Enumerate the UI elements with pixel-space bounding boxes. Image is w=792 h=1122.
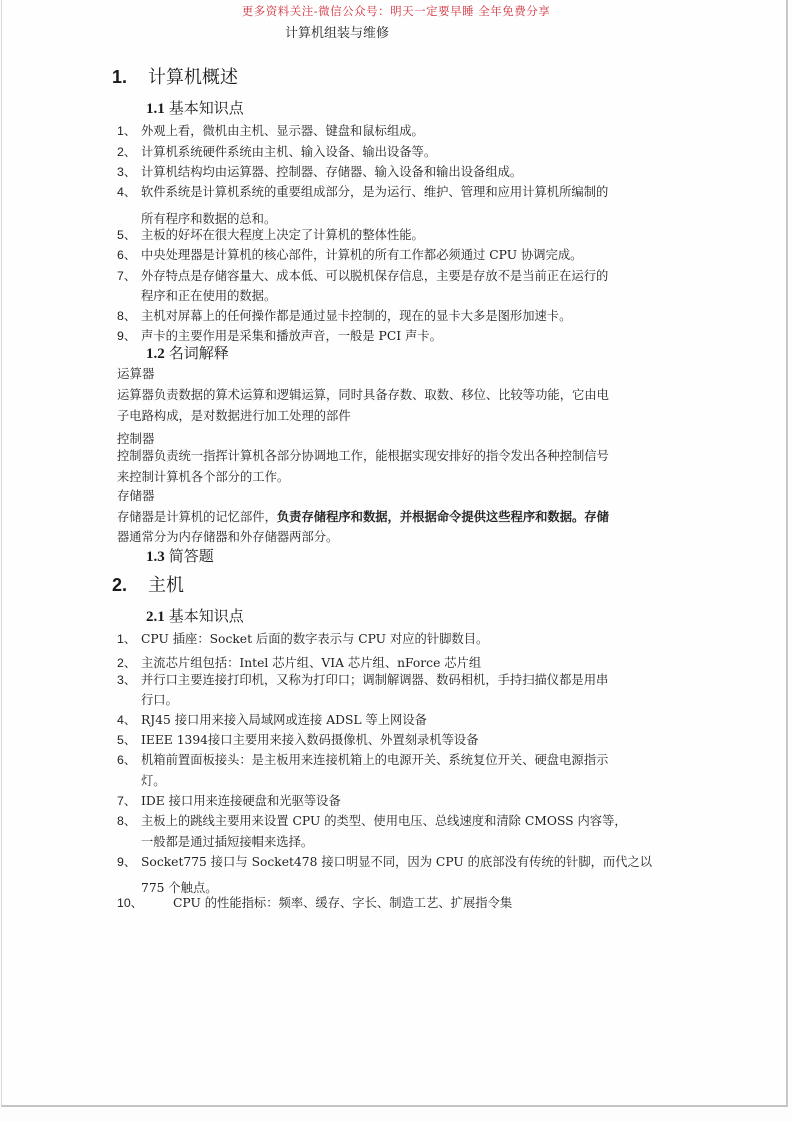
item-index: 8、 [117, 309, 137, 323]
item-text: IDE 接口用来连接硬盘和光驱等设备 [141, 794, 341, 808]
item-index: 1、 [117, 632, 137, 646]
term-heading: 控制器 [117, 432, 155, 446]
item-text: 主机对屏幕上的任何操作都是通过显卡控制的，现在的显卡大多是图形加速卡。 [141, 309, 572, 323]
item-continuation: 775 个触点。 [141, 881, 218, 895]
chapter-number: 1. [112, 67, 128, 87]
item-text: Socket775 接口与 Socket478 接口明显不同，因为 CPU 的底部没有传统的针脚，而代之以 [141, 855, 653, 869]
chapter-title: 计算机概述 [148, 67, 238, 87]
section-number: 1.1 [146, 101, 165, 117]
section-number: 1.3 [146, 549, 165, 565]
item-index: 3、 [117, 165, 137, 179]
item-index: 4、 [117, 185, 137, 199]
chapter-title: 主机 [148, 575, 184, 595]
item-index: 8、 [117, 814, 137, 828]
term-definition [117, 511, 609, 523]
term-definition: 器通常分为内存储器和外存储器两部分。 [117, 530, 339, 544]
item-index: 10、 [117, 896, 143, 910]
item-continuation: 灯。 [141, 774, 166, 788]
section-1-3-heading [146, 549, 214, 565]
term-heading: 存储器 [117, 489, 155, 503]
item-index: 5、 [117, 228, 137, 242]
item-text: CPU 插座：Socket 后面的数字表示与 CPU 对应的针脚数目。 [141, 632, 489, 646]
item-index: 3、 [117, 673, 137, 687]
item-text: 外观上看，微机由主机、显示器、键盘和鼠标组成。 [141, 124, 424, 138]
item-text: 中央处理器是计算机的核心部件，计算机的所有工作都必须通过 CPU 协调完成。 [141, 248, 583, 262]
promo-banner: 更多资料关注-微信公众号：明天一定要早睡 全年免费分享 [241, 4, 551, 18]
definition-bold-text: 负责存储程序和数据，并根据命令提供这些程序和数据。存储 [276, 509, 609, 524]
chapter-2-heading [112, 576, 184, 594]
item-continuation: 行口。 [141, 693, 178, 707]
section-number: 1.2 [146, 346, 165, 362]
item-text: CPU 的性能指标：频率、缓存、字长、制造工艺、扩展指令集 [173, 896, 513, 910]
item-text: 并行口主要连接打印机，又称为打印口；调制解调器、数码相机，手持扫描仪都是用串 [141, 673, 609, 687]
item-text: 主流芯片组包括：Intel 芯片组、VIA 芯片组、nForce 芯片组 [141, 656, 482, 670]
item-continuation: 程序和正在使用的数据。 [141, 289, 277, 303]
item-text: IEEE 1394接口主要用来接入数码摄像机、外置刻录机等设备 [141, 733, 479, 747]
item-index: 5、 [117, 733, 137, 747]
item-index: 2、 [117, 145, 137, 159]
item-text: 声卡的主要作用是采集和播放声音，一般是 PCI 声卡。 [141, 329, 442, 343]
item-continuation: 所有程序和数据的总和。 [141, 212, 277, 226]
section-title: 基本知识点 [168, 608, 244, 625]
section-title: 简答题 [168, 548, 214, 565]
section-2-1-heading [146, 609, 244, 625]
item-text: 软件系统是计算机系统的重要组成部分，是为运行、维护、管理和应用计算机所编制的 [141, 185, 609, 199]
item-text: 主板的好坏在很大程度上决定了计算机的整体性能。 [141, 228, 424, 242]
section-title: 基本知识点 [168, 100, 244, 117]
item-index: 9、 [117, 329, 137, 343]
item-index: 6、 [117, 753, 137, 767]
chapter-1-heading [112, 68, 238, 86]
item-index: 4、 [117, 713, 137, 727]
section-title: 名词解释 [168, 345, 229, 362]
item-text: 机箱前置面板接头：是主板用来连接机箱上的电源开关、系统复位开关、硬盘电源指示 [141, 753, 609, 767]
term-definition: 控制器负责统一指挥计算机各部分协调地工作，能根据实现安排好的指令发出各种控制信号 [117, 449, 609, 463]
item-text: 计算机系统硬件系统由主机、输入设备、输出设备等。 [141, 145, 437, 159]
definition-text: 存储器是计算机的记忆部件， [117, 510, 277, 524]
item-index: 6、 [117, 248, 137, 262]
term-definition: 来控制计算机各个部分的工作。 [117, 470, 290, 484]
item-index: 7、 [117, 269, 137, 283]
item-index: 7、 [117, 794, 137, 808]
term-heading: 运算器 [117, 367, 155, 381]
item-text: 主板上的跳线主要用来设置 CPU 的类型、使用电压、总线速度和清除 CMOSS 内容等， [141, 814, 627, 828]
item-text: RJ45 接口用来接入局域网或连接 ADSL 等上网设备 [141, 713, 427, 727]
section-1-2-heading [146, 346, 229, 362]
item-continuation: 一般都是通过插短接帽来选择。 [141, 835, 314, 849]
item-index: 1、 [117, 124, 137, 138]
item-text: 计算机结构均由运算器、控制器、存储器、输入设备和输出设备组成。 [141, 165, 523, 179]
term-definition: 子电路构成，是对数据进行加工处理的部件 [117, 409, 351, 423]
chapter-number: 2. [112, 575, 128, 595]
item-text: 外存特点是存储容量大、成本低、可以脱机保存信息，主要是存放不是当前正在运行的 [141, 269, 609, 283]
item-index: 9、 [117, 855, 137, 869]
item-index: 2、 [117, 656, 137, 670]
section-1-1-heading [146, 101, 244, 117]
document-title: 计算机组装与维修 [285, 26, 390, 41]
term-definition: 运算器负责数据的算术运算和逻辑运算，同时具备存数、取数、移位、比较等功能，它由电 [117, 388, 609, 402]
section-number: 2.1 [146, 609, 165, 625]
